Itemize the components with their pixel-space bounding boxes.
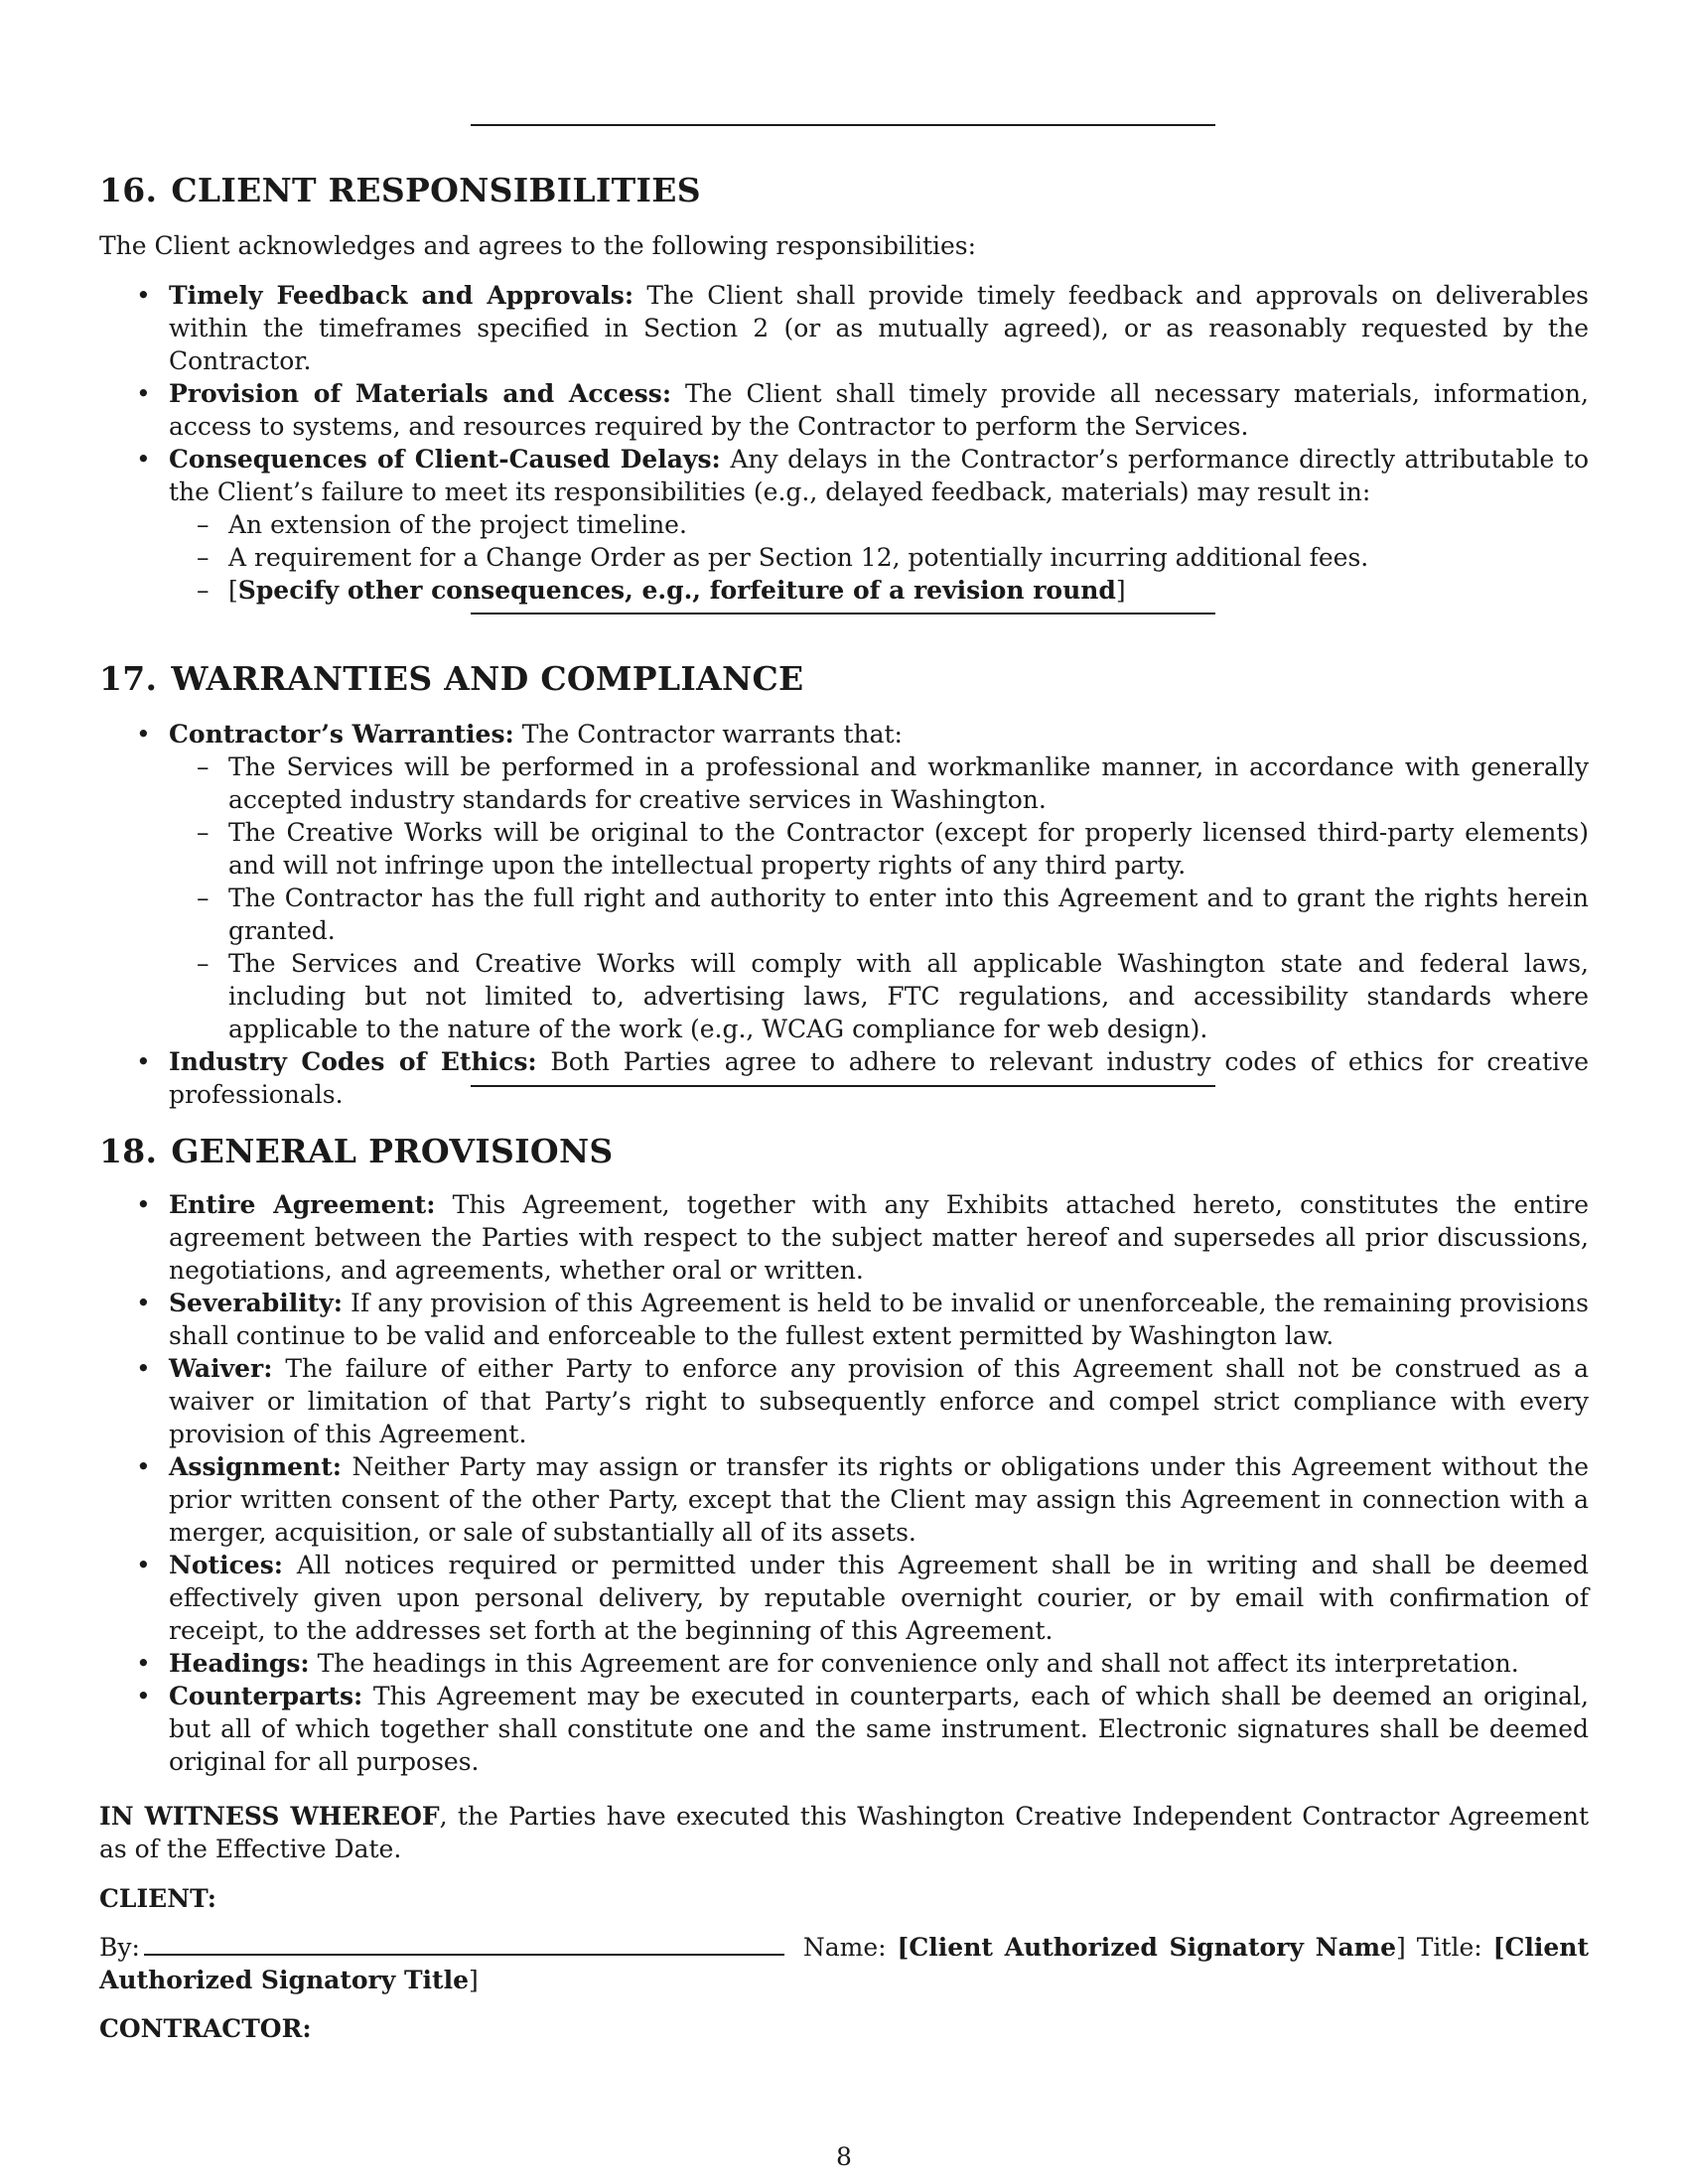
- sub-list-item: – The Contractor has the full right and authority to enter into this Agreement and to grant the rights herein granted.: [169, 882, 1589, 947]
- by-label: By:: [99, 1933, 140, 1962]
- item-term: Contractor’s Warranties:: [169, 720, 514, 749]
- item-term: Counterparts:: [169, 1682, 363, 1710]
- signatory-title-placeholder: Client Authorized Signatory Title: [99, 1933, 1589, 1994]
- item-text: The headings in this Agreement are for convenience only and shall not affect its interpretation.: [309, 1649, 1519, 1678]
- document-page: [99, 0, 1589, 2184]
- item-term: Severability:: [169, 1289, 344, 1317]
- item-text: All notices required or permitted under this Agreement shall be in writing and shall be deemed effectively given upon personal delivery, by reputable overnight courier, or by email with confirmation of receipt, to the addresses set forth at the beginning of this Agreement.: [169, 1551, 1589, 1645]
- section-divider: [471, 124, 1215, 126]
- item-term: Headings:: [169, 1649, 310, 1678]
- sub-list-item: – An extension of the project timeline.: [169, 508, 1589, 541]
- section-16-list: [99, 279, 1589, 607]
- contractor-label: CONTRACTOR:: [99, 2014, 312, 2043]
- bracket-close: ]: [1396, 1933, 1406, 1962]
- item-term: Waiver:: [169, 1354, 273, 1383]
- sub-list-item: – The Creative Works will be original to the Contractor (except for properly licensed third-party elements) and will not infringe upon the intellectual property rights of any third party.: [169, 816, 1589, 882]
- signature-field[interactable]: [144, 1934, 784, 1956]
- list-item: [99, 1188, 1589, 1287]
- section-18-list: [99, 1188, 1589, 1778]
- list-item: [99, 279, 1589, 377]
- section-number: 16.: [99, 171, 158, 209]
- section-number: 17.: [99, 659, 158, 698]
- bracket-open: [: [228, 576, 238, 605]
- item-term: Consequences of Client-Caused Delays:: [169, 445, 721, 474]
- name-label: Name:: [791, 1933, 898, 1962]
- list-item: [99, 377, 1589, 443]
- list-item: [99, 1352, 1589, 1450]
- list-item: [99, 1647, 1589, 1680]
- sub-list: [169, 508, 1589, 607]
- item-text: The Contractor warrants that:: [513, 720, 903, 749]
- item-text: This Agreement may be executed in counterparts, each of which shall be deemed an original, but all of which together shall constitute one and the same instrument. Electronic signatures shall be deemed original for all purposes.: [169, 1682, 1589, 1776]
- item-text: If any provision of this Agreement is held to be invalid or unenforceable, the remaining provisions shall continue to be valid and enforceable to the fullest extent permitted by Washington law.: [169, 1289, 1589, 1350]
- item-text: Both Parties agree to adhere to relevant industry codes of ethics for creative professionals.: [169, 1047, 1589, 1109]
- item-term: Assignment:: [169, 1452, 343, 1481]
- list-item: [99, 718, 1589, 1045]
- sub-list-item: [169, 574, 1589, 607]
- item-text: This Agreement, together with any Exhibits attached hereto, constitutes the entire agreement between the Parties with respect to the subject matter hereof and supersedes all prior discussions, negotiations, and agreements, whether oral or written.: [169, 1190, 1589, 1285]
- item-text: Neither Party may assign or transfer its rights or obligations under this Agreement without the prior written consent of the other Party, except that the Client may assign this Agreement in connection with a merger, acquisition, or sale of substantially all of its assets.: [169, 1452, 1589, 1547]
- sub-list-item: – The Services and Creative Works will comply with all applicable Washington state and federal laws, including but not limited to, advertising laws, FTC regulations, and accessibility standards where applicable to the nature of the work (e.g., WCAG compliance for web design).: [169, 947, 1589, 1045]
- section-17-list: [99, 718, 1589, 1111]
- item-term: Timely Feedback and Approvals:: [169, 281, 634, 310]
- bracket-close: ]: [1115, 576, 1126, 605]
- sub-list-item: – A requirement for a Change Order as per Section 12, potentially incurring additional fees.: [169, 541, 1589, 574]
- item-term: Industry Codes of Ethics:: [169, 1047, 537, 1076]
- witness-text: , the Parties have executed this Washington Creative Independent Contractor Agreement as of the Effective Date.: [99, 1802, 1589, 1863]
- placeholder-text: Specify other consequences, e.g., forfeiture of a revision round: [237, 576, 1116, 605]
- client-label: CLIENT:: [99, 1884, 217, 1913]
- section-divider: [471, 613, 1215, 614]
- witness-title: IN WITNESS WHEREOF: [99, 1802, 440, 1831]
- list-item: [99, 1450, 1589, 1549]
- bracket-close: ]: [469, 1966, 479, 1994]
- section-title: WARRANTIES AND COMPLIANCE: [171, 659, 804, 698]
- section-divider: [471, 1085, 1215, 1087]
- item-term: Entire Agreement:: [169, 1190, 436, 1219]
- item-text: The failure of either Party to enforce any provision of this Agreement shall not be construed as a waiver or limitation of that Party’s right to subsequently enforce and compel strict compliance with every provision of this Agreement.: [169, 1354, 1589, 1448]
- page-number: 8: [836, 2142, 852, 2171]
- client-signature-line: [99, 1931, 1589, 1996]
- title-label: Title:: [1405, 1933, 1493, 1962]
- witness-paragraph: [99, 1800, 1589, 1865]
- section-16-heading: [99, 171, 701, 210]
- item-term: Provision of Materials and Access:: [169, 379, 672, 408]
- bracket-open: [: [897, 1933, 910, 1962]
- sub-list: [169, 751, 1589, 1045]
- list-item: [99, 1549, 1589, 1647]
- section-number: 18.: [99, 1132, 158, 1170]
- signatory-name-placeholder: Client Authorized Signatory Name: [909, 1933, 1397, 1962]
- section-16-intro: The Client acknowledges and agrees to the following responsibilities:: [99, 231, 977, 260]
- item-term: Notices:: [169, 1551, 284, 1579]
- item-text: The Client shall timely provide all necessary materials, information, access to systems, and resources required by the Contractor to perform the Services.: [169, 379, 1589, 441]
- list-item: [99, 1680, 1589, 1778]
- list-item: [99, 1045, 1589, 1111]
- section-18-heading: [99, 1132, 614, 1171]
- item-text: Any delays in the Contractor’s performance directly attributable to the Client’s failure to meet its responsibilities (e.g., delayed feedback, materials) may result in:: [169, 445, 1589, 506]
- section-title: CLIENT RESPONSIBILITIES: [171, 171, 701, 209]
- section-title: GENERAL PROVISIONS: [171, 1132, 614, 1170]
- list-item: [99, 1287, 1589, 1352]
- bracket-open: [: [1492, 1933, 1505, 1962]
- sub-list-item: – The Services will be performed in a professional and workmanlike manner, in accordance with generally accepted industry standards for creative services in Washington.: [169, 751, 1589, 816]
- section-17-heading: [99, 659, 804, 699]
- list-item: [99, 443, 1589, 607]
- item-text: The Client shall provide timely feedback and approvals on deliverables within the timeframes specified in Section 2 (or as mutually agreed), or as reasonably requested by the Contractor.: [169, 281, 1589, 375]
